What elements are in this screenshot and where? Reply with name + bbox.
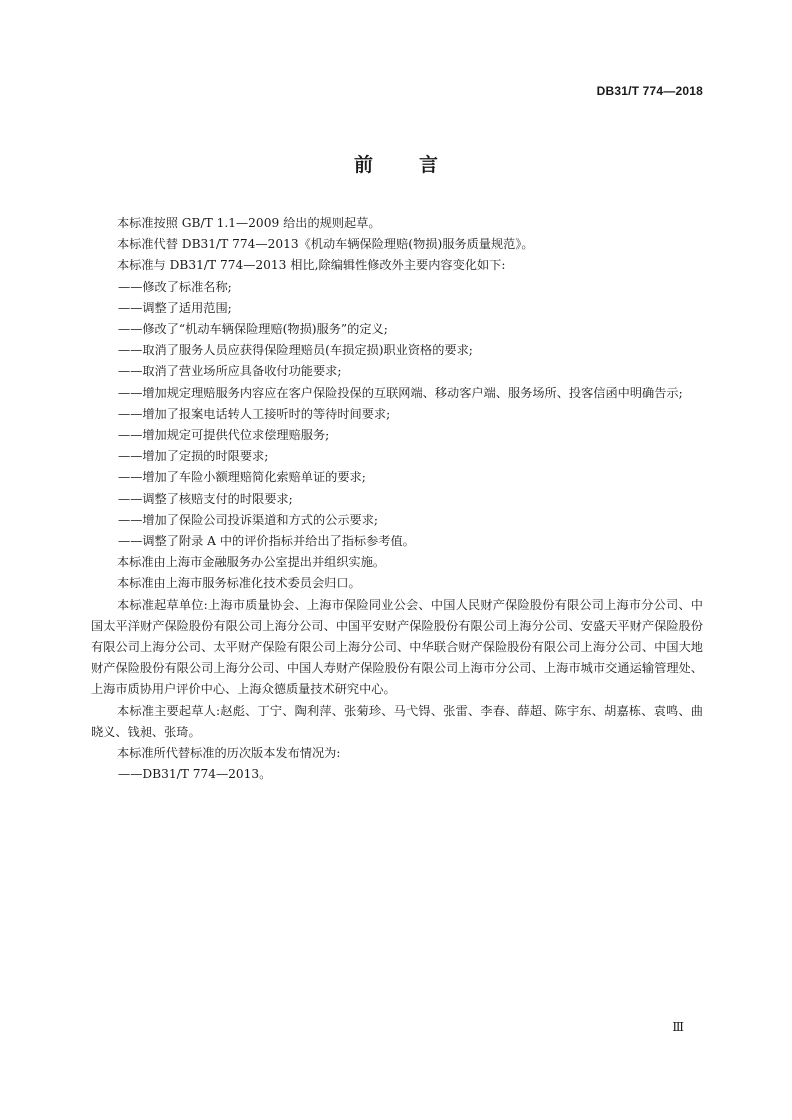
list-item: ——修改了“机动车辆保险理赔(物损)服务”的定义; bbox=[118, 322, 388, 337]
list-item: ——增加了保险公司投诉渠道和方式的公示要求; bbox=[118, 512, 379, 527]
list-item: ——增加规定可提供代位求偿理赔服务; bbox=[118, 428, 330, 443]
list-item: ——增加了定损的时限要求; bbox=[118, 449, 269, 464]
list-item: ——取消了服务人员应获得保险理赔员(车损定损)职业资格的要求; bbox=[118, 343, 473, 358]
paragraph: 本标准所代替标准的历次版本发布情况为: bbox=[117, 746, 341, 761]
page-number: Ⅲ bbox=[672, 1020, 684, 1034]
preface-body bbox=[91, 213, 703, 785]
paragraph: 本标准代替 DB31/T 774—2013《机动车辆保险理赔(物损)服务质量规范》。 bbox=[117, 237, 534, 252]
drafting-units-paragraph: 本标准起草单位:上海市质量协会、上海市保险同业公会、中国人民财产保险股份有限公司上海市分公司、中国太平洋财产保险股份有限公司上海分公司、中国平安财产保险股份有限公司上海分公司、安盛天平财产保险股份有限公司上海分公司、太平财产保险有限公司上海分公司、中华联合财产保险股份有限公司上海分公司、中国大地财产保险股份有限公司上海分公司、中国人寿财产保险股份有限公司上海市分公司、上海市城市交通运输管理处、上海市质协用户评价中心、上海众德质量技术研究中心。 bbox=[91, 597, 703, 697]
list-item: ——增加规定理赔服务内容应在客户保险投保的互联网端、移动客户端、服务场所、投客信函中明确告示; bbox=[118, 385, 683, 400]
paragraph: 本标准由上海市服务标准化技术委员会归口。 bbox=[117, 576, 361, 591]
paragraph: 本标准由上海市金融服务办公室提出并组织实施。 bbox=[117, 555, 386, 570]
list-item: ——调整了核赔支付的时限要求; bbox=[118, 491, 293, 506]
drafters-paragraph: 本标准主要起草人:赵彪、丁宁、陶利萍、张菊珍、马弋锝、张雷、李春、薛超、陈宇东、胡嘉栋、袁鸣、曲晓义、钱昶、张琦。 bbox=[91, 703, 703, 739]
list-item: ——取消了营业场所应具备收付功能要求; bbox=[118, 364, 342, 379]
list-item: ——修改了标准名称; bbox=[118, 279, 232, 294]
list-item: ——增加了车险小额理赔简化索赔单证的要求; bbox=[118, 470, 366, 485]
history-item: ——DB31/T 774—2013。 bbox=[118, 767, 272, 782]
paragraph: 本标准按照 GB/T 1.1—2009 给出的规则起草。 bbox=[117, 216, 381, 230]
list-item: ——调整了适用范围; bbox=[118, 300, 232, 315]
document-code: DB31/T 774—2018 bbox=[596, 84, 703, 98]
change-list bbox=[91, 277, 703, 553]
paragraph: 本标准与 DB31/T 774—2013 相比,除编辑性修改外主要内容变化如下: bbox=[117, 258, 506, 273]
list-item: ——调整了附录 A 中的评价指标并给出了指标参考值。 bbox=[118, 534, 415, 549]
page-title: 前言 bbox=[353, 154, 484, 176]
list-item: ——增加了报案电话转人工接听时的等待时间要求; bbox=[118, 406, 391, 421]
